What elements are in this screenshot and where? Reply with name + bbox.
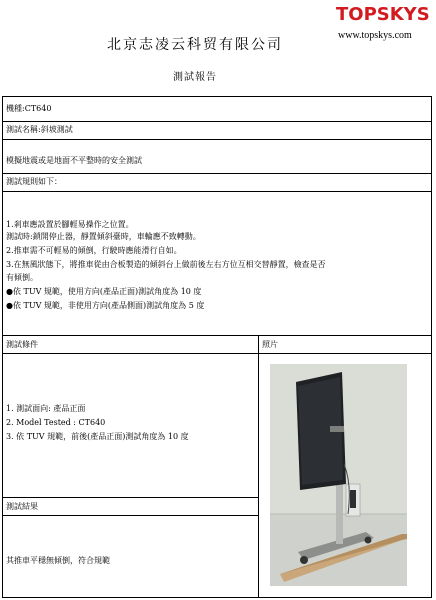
row-divider [3, 335, 431, 336]
condition-item: 1. 測試面向: 產品正面 [6, 404, 86, 413]
row-divider [3, 353, 431, 354]
result-heading: 測試結果 [6, 502, 38, 511]
column-divider [258, 335, 259, 597]
rule-line: ●依 TUV 規範，使用方向(產品正面)測試角度為 10 度 [6, 287, 202, 296]
row-divider [3, 191, 431, 192]
rule-line: ●依 TUV 規範，非使用方向(產品側面)測試角度為 5 度 [6, 301, 205, 310]
test-name: 測試名稱:斜坡測試 [6, 125, 73, 134]
logo-wordmark: TOPSKYS [336, 4, 430, 25]
row-divider [3, 121, 431, 122]
rule-line: 3.在無風狀態下，將推車從由合板製造的傾斜台上做前後左右方位互相交替靜置，檢查是否 [6, 260, 326, 269]
rules-heading: 測試規則如下： [6, 177, 62, 186]
rule-line: 有傾倒。 [6, 273, 38, 282]
row-divider [3, 173, 431, 174]
row-divider [3, 497, 258, 498]
logo-url: www.topskys.com [338, 30, 412, 41]
conditions-heading: 測試條件 [6, 340, 38, 349]
rule-line: 2.推車需不可輕易的傾倒，行駛時應能滑行自如。 [6, 246, 182, 255]
cart-on-ramp-illustration [270, 364, 407, 586]
topskys-logo [336, 4, 432, 48]
test-photo [270, 364, 407, 586]
result-text: 其推車平穩無傾倒，符合規範 [6, 556, 110, 565]
row-divider [3, 515, 258, 516]
photo-heading: 照片 [262, 340, 278, 349]
condition-item: 3. 依 TUV 規範，前後(產品正面)測試角度為 10 度 [6, 432, 189, 441]
row-divider [3, 139, 431, 140]
company-name: 北京志凌云科贸有限公司 [107, 37, 283, 53]
condition-item: 2. Model Tested : CT640 [6, 418, 106, 427]
rule-line: 1.剎車應設置於腳輕易操作之位置。 [6, 220, 134, 229]
model-label: 機種:CT640 [6, 104, 52, 113]
test-purpose: 模擬地震或是地面不平整時的安全測試 [6, 156, 142, 165]
report-title: 測試報告 [173, 72, 217, 83]
rule-line: 測試時:鎖開停止器，靜置傾斜臺時，車輪應不致轉動。 [6, 232, 201, 241]
